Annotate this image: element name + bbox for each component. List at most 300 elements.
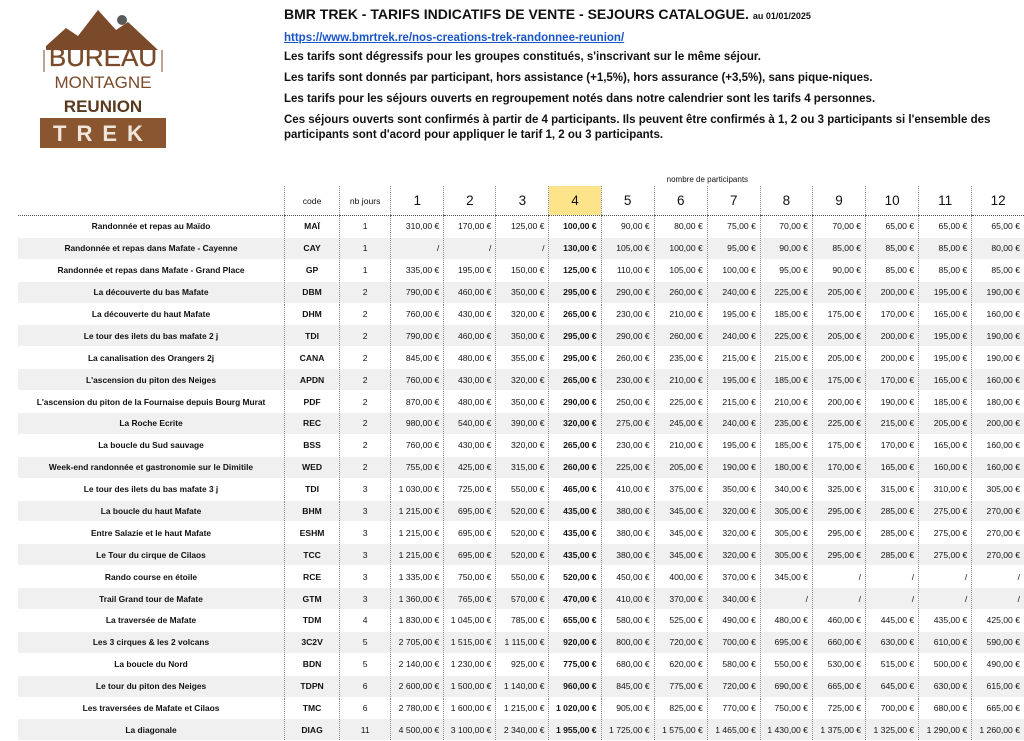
trip-days-cell: 2 [340,434,391,456]
svg-text:BUREAU: BUREAU [48,42,158,72]
price-cell-9: 205,00 € [812,281,865,303]
table-row [18,456,1024,478]
trip-name-cell: Week-end randonnée et gastronomie sur le Dimitile [18,456,285,478]
price-cell-8: 210,00 € [760,391,812,413]
price-cell-7: 240,00 € [707,325,760,347]
price-cell-5: 845,00 € [601,675,654,697]
price-cell-2: 1 230,00 € [444,653,496,675]
table-row [18,566,1024,588]
price-cell-2: 170,00 € [444,216,496,238]
price-cell-12: 190,00 € [972,281,1024,303]
trip-days-cell: 6 [340,675,391,697]
table-row [18,325,1024,347]
price-cell-5: 905,00 € [601,697,654,719]
price-cell-2: 430,00 € [444,369,496,391]
price-cell-1: 755,00 € [391,456,444,478]
price-cell-11: 165,00 € [919,369,972,391]
price-cell-2: 540,00 € [444,413,496,435]
trip-name-cell: La Roche Ecrite [18,413,285,435]
table-row [18,303,1024,325]
price-cell-3: 320,00 € [496,303,549,325]
price-cell-11: / [919,588,972,610]
price-cell-10: 190,00 € [866,391,919,413]
price-cell-8: 185,00 € [760,369,812,391]
trip-name-cell: L'ascension du piton des Neiges [18,369,285,391]
price-cell-12: 425,00 € [972,610,1024,632]
price-cell-10: 515,00 € [866,653,919,675]
table-row [18,588,1024,610]
price-cell-3: 150,00 € [496,259,549,281]
trip-name-cell: Les traversées de Mafate et Cilaos [18,697,285,719]
price-cell-3: 785,00 € [496,610,549,632]
trip-code-cell: RCE [285,566,340,588]
price-cell-9: 295,00 € [812,500,865,522]
price-cell-11: 500,00 € [919,653,972,675]
price-cell-2: 430,00 € [444,303,496,325]
note-degressive: Les tarifs sont dégressifs pour les groupes constitués, s'inscrivant sur le même séjour. [284,51,761,63]
trip-days-cell: 3 [340,544,391,566]
trip-code-cell: DIAG [285,719,340,741]
price-cell-5: 225,00 € [601,456,654,478]
price-cell-12: 270,00 € [972,544,1024,566]
col-header-participants-3: 3 [496,186,549,216]
price-cell-7: 720,00 € [707,675,760,697]
price-cell-6: 345,00 € [654,544,707,566]
price-cell-6: 1 575,00 € [654,719,707,741]
price-cell-9: 85,00 € [812,237,865,259]
price-cell-12: 270,00 € [972,522,1024,544]
trip-code-cell: CAY [285,237,340,259]
table-row [18,522,1024,544]
price-cell-11: 195,00 € [919,325,972,347]
price-cell-9: 725,00 € [812,697,865,719]
trip-name-cell: La canalisation des Orangers 2j [18,347,285,369]
price-cell-1: 1 335,00 € [391,566,444,588]
price-cell-6: 100,00 € [654,237,707,259]
price-cell-7: 320,00 € [707,522,760,544]
col-header-participants-2: 2 [444,186,496,216]
website-link[interactable]: https://www.bmrtrek.re/nos-creations-trek-randonnee-reunion/ [284,32,625,44]
svg-text:REUNION: REUNION [63,97,143,116]
price-cell-1: 2 140,00 € [391,653,444,675]
price-cell-10: 200,00 € [866,347,919,369]
price-cell-7: 340,00 € [707,588,760,610]
trip-name-cell: Rando course en étoile [18,566,285,588]
price-cell-7: 490,00 € [707,610,760,632]
price-cell-5: 230,00 € [601,434,654,456]
price-cell-10: 215,00 € [866,413,919,435]
trip-days-cell: 4 [340,610,391,632]
price-cell-10: 285,00 € [866,544,919,566]
trip-code-cell: CANA [285,347,340,369]
price-cell-6: 210,00 € [654,369,707,391]
price-cell-6: 235,00 € [654,347,707,369]
price-cell-8: 185,00 € [760,434,812,456]
trip-name-cell: La traversée de Mafate [18,610,285,632]
price-table [18,172,1024,741]
price-cell-9: 70,00 € [812,216,865,238]
price-cell-9: 460,00 € [812,610,865,632]
price-cell-9: 175,00 € [812,303,865,325]
price-cell-1: 1 830,00 € [391,610,444,632]
price-cell-8: 305,00 € [760,522,812,544]
price-cell-10: 445,00 € [866,610,919,632]
table-row [18,237,1024,259]
price-cell-7: 240,00 € [707,413,760,435]
price-cell-2: 725,00 € [444,478,496,500]
price-cell-4: 125,00 € [549,259,601,281]
trip-days-cell: 3 [340,588,391,610]
price-cell-4: 655,00 € [549,610,601,632]
price-cell-12: 590,00 € [972,631,1024,653]
price-cell-3: 350,00 € [496,391,549,413]
price-cell-5: 410,00 € [601,588,654,610]
price-cell-11: 85,00 € [919,237,972,259]
price-cell-9: 295,00 € [812,544,865,566]
trip-name-cell: La diagonale [18,719,285,741]
price-cell-2: 430,00 € [444,434,496,456]
table-row [18,610,1024,632]
price-cell-7: 195,00 € [707,369,760,391]
price-cell-12: 490,00 € [972,653,1024,675]
price-cell-11: / [919,566,972,588]
price-cell-3: 1 215,00 € [496,697,549,719]
table-row [18,478,1024,500]
trip-name-cell: Le tour du piton des Neiges [18,675,285,697]
col-header-participants-12: 12 [972,186,1024,216]
price-cell-4: 265,00 € [549,434,601,456]
price-cell-6: 80,00 € [654,216,707,238]
col-header-participants-5: 5 [601,186,654,216]
price-cell-11: 275,00 € [919,500,972,522]
price-cell-9: 170,00 € [812,456,865,478]
price-cell-3: 350,00 € [496,281,549,303]
trip-days-cell: 2 [340,456,391,478]
price-cell-2: 750,00 € [444,566,496,588]
trip-name-cell: La découverte du bas Mafate [18,281,285,303]
trip-name-cell: La boucle du Nord [18,653,285,675]
trip-code-cell: TDPN [285,675,340,697]
table-row [18,631,1024,653]
price-cell-12: 180,00 € [972,391,1024,413]
price-cell-11: 165,00 € [919,434,972,456]
price-cell-8: 340,00 € [760,478,812,500]
trip-code-cell: WED [285,456,340,478]
col-header-participants-7: 7 [707,186,760,216]
price-cell-7: 240,00 € [707,281,760,303]
price-cell-1: 870,00 € [391,391,444,413]
price-cell-7: 320,00 € [707,500,760,522]
price-cell-5: 250,00 € [601,391,654,413]
price-cell-2: 1 500,00 € [444,675,496,697]
price-cell-11: 610,00 € [919,631,972,653]
trip-code-cell: BHM [285,500,340,522]
trip-code-cell: BSS [285,434,340,456]
price-cell-9: 665,00 € [812,675,865,697]
note-confirmation: Ces séjours ouverts sont confirmés à partir de 4 participants. Ils peuvent être confirmés à 1, 2 ou 3 participants si l'ensemble des participants sont d'acord pour appliquer le tarif 1, 2 ou 3 participants. [284,114,991,141]
note-open-trips: Les tarifs pour les séjours ouverts en regroupement notés dans notre calendrier sont les tarifs 4 personnes. [284,93,876,105]
trip-code-cell: TDI [285,325,340,347]
price-cell-10: 315,00 € [866,478,919,500]
price-cell-11: 275,00 € [919,544,972,566]
price-cell-1: 790,00 € [391,281,444,303]
price-cell-5: 90,00 € [601,216,654,238]
trip-days-cell: 5 [340,631,391,653]
price-cell-5: 680,00 € [601,653,654,675]
price-cell-5: 275,00 € [601,413,654,435]
trip-days-cell: 3 [340,500,391,522]
price-cell-12: 1 260,00 € [972,719,1024,741]
trip-code-cell: 3C2V [285,631,340,653]
note-per-participant: Les tarifs sont donnés par participant, hors assistance (+1,5%), hors assurance (+3,5%), sans pique-niques. [284,72,873,84]
price-cell-11: 275,00 € [919,522,972,544]
table-row [18,413,1024,435]
price-cell-6: 345,00 € [654,500,707,522]
price-cell-12: 80,00 € [972,237,1024,259]
price-cell-1: 2 780,00 € [391,697,444,719]
price-cell-12: 615,00 € [972,675,1024,697]
price-cell-8: 480,00 € [760,610,812,632]
price-cell-9: 225,00 € [812,413,865,435]
trip-name-cell: Le tour des ilets du bas mafate 2 j [18,325,285,347]
price-cell-11: 160,00 € [919,456,972,478]
price-cell-2: 480,00 € [444,347,496,369]
price-cell-5: 380,00 € [601,500,654,522]
price-cell-6: 720,00 € [654,631,707,653]
col-header-participants-9: 9 [812,186,865,216]
price-cell-11: 680,00 € [919,697,972,719]
price-cell-7: 95,00 € [707,237,760,259]
price-cell-4: 1 020,00 € [549,697,601,719]
price-cell-1: / [391,237,444,259]
price-cell-3: 550,00 € [496,566,549,588]
trip-code-cell: TMC [285,697,340,719]
price-cell-10: 165,00 € [866,456,919,478]
price-cell-8: / [760,588,812,610]
price-cell-10: 170,00 € [866,369,919,391]
price-cell-7: 320,00 € [707,544,760,566]
col-header-participants-10: 10 [866,186,919,216]
price-cell-1: 760,00 € [391,434,444,456]
price-cell-2: 1 600,00 € [444,697,496,719]
trip-days-cell: 2 [340,303,391,325]
price-cell-1: 760,00 € [391,303,444,325]
price-cell-9: 1 375,00 € [812,719,865,741]
price-cell-8: 345,00 € [760,566,812,588]
table-row [18,281,1024,303]
price-cell-11: 435,00 € [919,610,972,632]
price-cell-11: 185,00 € [919,391,972,413]
table-row [18,347,1024,369]
svg-text:MONTAGNE: MONTAGNE [54,73,152,92]
price-cell-4: 465,00 € [549,478,601,500]
price-cell-11: 165,00 € [919,303,972,325]
col-header-days: nb jours [340,186,391,216]
price-cell-12: 305,00 € [972,478,1024,500]
price-cell-1: 2 705,00 € [391,631,444,653]
trip-days-cell: 2 [340,281,391,303]
trip-code-cell: TCC [285,544,340,566]
table-row [18,500,1024,522]
trip-name-cell: Randonnée et repas dans Mafate - Cayenne [18,237,285,259]
price-cell-1: 845,00 € [391,347,444,369]
price-cell-3: 350,00 € [496,325,549,347]
price-cell-4: 295,00 € [549,347,601,369]
price-cell-12: 160,00 € [972,303,1024,325]
price-cell-9: / [812,566,865,588]
trip-name-cell: L'ascension du piton de la Fournaise depuis Bourg Murat [18,391,285,413]
price-cell-9: / [812,588,865,610]
price-cell-10: 700,00 € [866,697,919,719]
price-cell-6: 105,00 € [654,259,707,281]
price-cell-8: 235,00 € [760,413,812,435]
price-cell-4: 920,00 € [549,631,601,653]
page-title: BMR TREK - TARIFS INDICATIFS DE VENTE - SEJOURS CATALOGUE. au 01/01/2025 [284,6,811,22]
price-cell-5: 230,00 € [601,369,654,391]
trip-days-cell: 5 [340,653,391,675]
price-cell-10: 200,00 € [866,325,919,347]
price-cell-7: 190,00 € [707,456,760,478]
price-cell-3: 570,00 € [496,588,549,610]
price-cell-4: 260,00 € [549,456,601,478]
price-cell-9: 660,00 € [812,631,865,653]
price-cell-9: 205,00 € [812,325,865,347]
price-cell-10: / [866,566,919,588]
price-cell-12: 160,00 € [972,456,1024,478]
price-cell-11: 85,00 € [919,259,972,281]
trip-days-cell: 11 [340,719,391,741]
price-cell-1: 760,00 € [391,369,444,391]
price-cell-5: 380,00 € [601,544,654,566]
price-cell-5: 110,00 € [601,259,654,281]
price-cell-12: 665,00 € [972,697,1024,719]
price-cell-12: 85,00 € [972,259,1024,281]
price-cell-9: 200,00 € [812,391,865,413]
price-cell-5: 290,00 € [601,281,654,303]
price-cell-10: 170,00 € [866,303,919,325]
price-cell-5: 380,00 € [601,522,654,544]
price-cell-9: 325,00 € [812,478,865,500]
trip-days-cell: 6 [340,697,391,719]
trip-code-cell: MAÏ [285,216,340,238]
price-cell-1: 1 360,00 € [391,588,444,610]
price-cell-7: 215,00 € [707,347,760,369]
trip-days-cell: 2 [340,325,391,347]
table-row [18,369,1024,391]
table-header-row [18,186,1024,216]
price-cell-11: 310,00 € [919,478,972,500]
table-row [18,544,1024,566]
trip-code-cell: BDN [285,653,340,675]
price-cell-10: 285,00 € [866,522,919,544]
trip-name-cell: Randonnée et repas au Maïdo [18,216,285,238]
price-cell-12: / [972,566,1024,588]
participants-header: nombre de participants [666,174,749,184]
price-cell-3: 320,00 € [496,369,549,391]
col-header-name [18,186,285,216]
price-cell-1: 1 215,00 € [391,544,444,566]
price-cell-10: 1 325,00 € [866,719,919,741]
price-cell-3: 925,00 € [496,653,549,675]
price-cell-2: 460,00 € [444,325,496,347]
price-cell-4: 320,00 € [549,413,601,435]
price-cell-7: 350,00 € [707,478,760,500]
trip-name-cell: Entre Salazie et le haut Mafate [18,522,285,544]
price-cell-4: 1 955,00 € [549,719,601,741]
price-cell-6: 400,00 € [654,566,707,588]
price-cell-6: 260,00 € [654,281,707,303]
price-cell-4: 435,00 € [549,522,601,544]
price-cell-1: 1 030,00 € [391,478,444,500]
price-cell-4: 435,00 € [549,500,601,522]
price-cell-11: 65,00 € [919,216,972,238]
price-cell-6: 225,00 € [654,391,707,413]
price-cell-4: 775,00 € [549,653,601,675]
price-cell-4: 265,00 € [549,369,601,391]
price-cell-10: 170,00 € [866,434,919,456]
price-cell-8: 305,00 € [760,544,812,566]
trip-days-cell: 1 [340,259,391,281]
price-cell-3: 125,00 € [496,216,549,238]
price-cell-2: 695,00 € [444,500,496,522]
trip-days-cell: 2 [340,369,391,391]
table-row [18,434,1024,456]
price-cell-12: 270,00 € [972,500,1024,522]
price-cell-5: 230,00 € [601,303,654,325]
price-cell-12: 160,00 € [972,369,1024,391]
price-cell-7: 700,00 € [707,631,760,653]
price-cell-9: 175,00 € [812,434,865,456]
price-cell-6: 210,00 € [654,303,707,325]
price-cell-11: 195,00 € [919,281,972,303]
price-cell-10: 85,00 € [866,237,919,259]
price-cell-5: 450,00 € [601,566,654,588]
trip-name-cell: La découverte du haut Mafate [18,303,285,325]
trip-days-cell: 3 [340,566,391,588]
price-cell-6: 375,00 € [654,478,707,500]
price-cell-3: 390,00 € [496,413,549,435]
price-cell-10: / [866,588,919,610]
trip-code-cell: TDI [285,478,340,500]
trip-code-cell: ESHM [285,522,340,544]
price-cell-3: 1 140,00 € [496,675,549,697]
col-header-code: code [285,186,340,216]
trip-name-cell: La boucle du haut Mafate [18,500,285,522]
price-cell-7: 1 465,00 € [707,719,760,741]
price-cell-10: 285,00 € [866,500,919,522]
price-cell-12: 190,00 € [972,325,1024,347]
price-cell-9: 205,00 € [812,347,865,369]
table-row [18,697,1024,719]
trip-name-cell: Randonnée et repas dans Mafate - Grand Place [18,259,285,281]
price-cell-5: 580,00 € [601,610,654,632]
table-row [18,259,1024,281]
trip-name-cell: Le tour des ilets du bas mafate 3 j [18,478,285,500]
col-header-participants-11: 11 [919,186,972,216]
price-cell-11: 205,00 € [919,413,972,435]
price-cell-4: 470,00 € [549,588,601,610]
price-cell-6: 260,00 € [654,325,707,347]
table-row [18,216,1024,238]
price-cell-8: 180,00 € [760,456,812,478]
price-cell-5: 260,00 € [601,347,654,369]
price-cell-8: 225,00 € [760,325,812,347]
price-cell-9: 530,00 € [812,653,865,675]
trip-days-cell: 3 [340,478,391,500]
price-cell-1: 1 215,00 € [391,522,444,544]
trip-name-cell: La boucle du Sud sauvage [18,434,285,456]
price-cell-7: 195,00 € [707,434,760,456]
